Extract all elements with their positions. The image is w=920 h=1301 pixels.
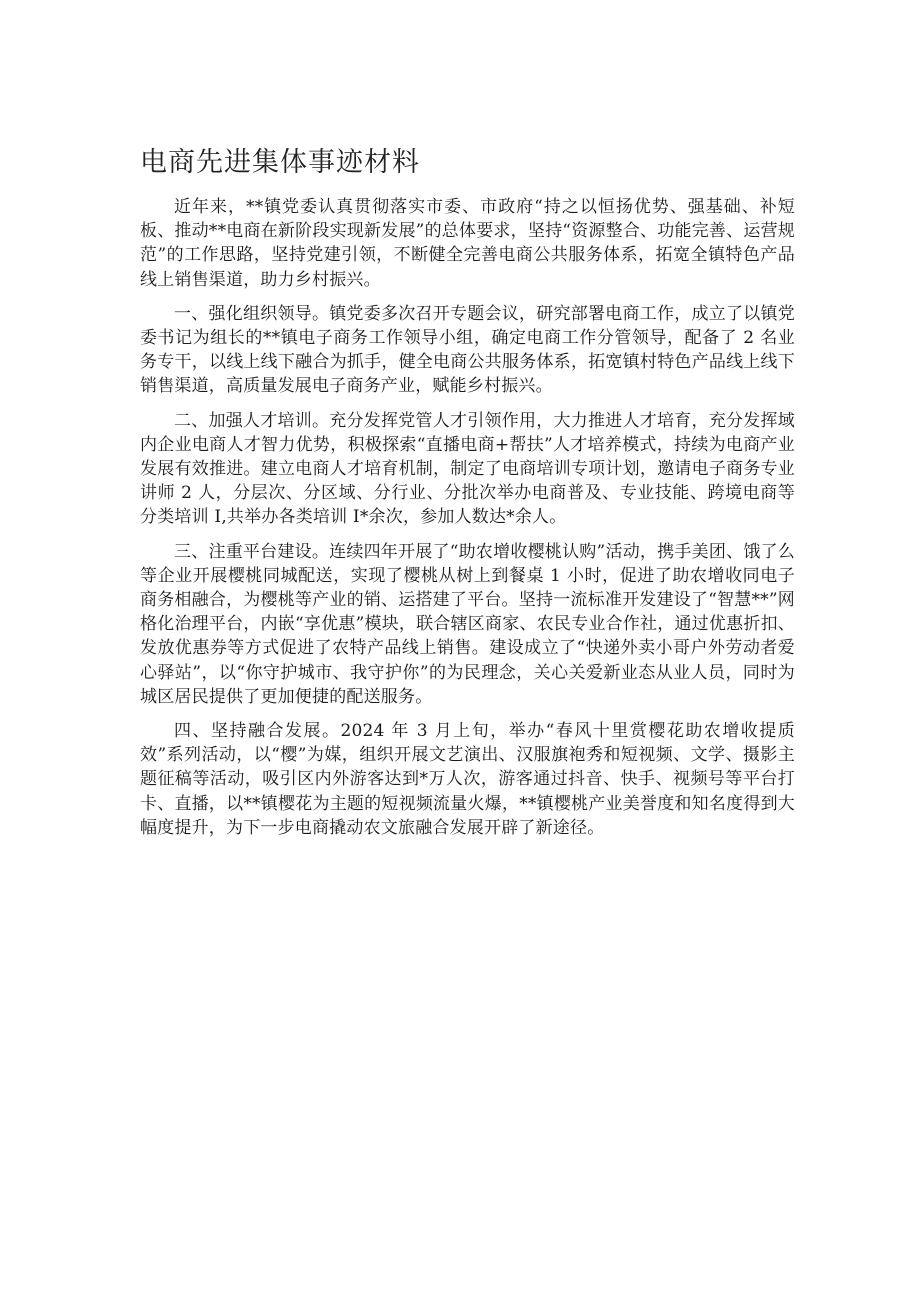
paragraph-platform-building: 三、注重平台建设。连续四年开展了“助农增收樱桃认购”活动，携手美团、饿了么等企业开展樱桃同城配送，实现了樱桃从树上到餐桌 1 小时，促进了助农增收同电子商务相融合，为樱桃等产业的销、运搭建了平台。坚持一流标准开发建设了“智慧**”网格化治理平台，内嵌“享优惠”模块，联合辖区商家、农民专业合作社，通过优惠折扣、发放优惠券等方式促进了农特产品线上销售。建设成立了“快递外卖小哥户外劳动者爱心驿站”，以“你守护城市、我守护你”的为民理念，关心关爱新业态从业人员，同时为城区居民提供了更加便捷的配送服务。	[140, 541, 795, 707]
paragraph-talent-training: 二、加强人才培训。充分发挥党管人才引领作用，大力推进人才培育，充分发挥域内企业电商人才智力优势，积极探索“直播电商+帮扶”人才培养模式，持续为电商产业发展有效推进。建立电商人才培育机制，制定了电商培训专项计划，邀请电子商务专业讲师 2 人，分层次、分区域、分行业、分批次举办电商普及、专业技能、跨境电商等分类培训 I,共举办各类培训 I*余次，参加人数达*余人。	[140, 410, 795, 528]
intro-paragraph: 近年来，**镇党委认真贯彻落实市委、市政府“持之以恒扬优势、强基础、补短板、推动**电商在新阶段实现新发展”的总体要求，坚持“资源整合、功能完善、运营规范”的工作思路，坚持党建引领，不断健全完善电商公共服务体系，拓宽全镇特色产品线上销售渠道，助力乡村振兴。	[140, 197, 795, 290]
document-page	[140, 0, 795, 840]
paragraph-organization-leadership: 一、强化组织领导。镇党委多次召开专题会议，研究部署电商工作，成立了以镇党委书记为组长的**镇电子商务工作领导小组，确定电商工作分管领导，配备了 2 名业务专干，以线上线下融合为抓手，健全电商公共服务体系，拓宽镇村特色产品线上线下销售渠道，高质量发展电子商务产业，赋能乡村振兴。	[140, 303, 795, 397]
paragraph-integrated-development: 四、坚持融合发展。2024 年 3 月上旬，举办“春风十里赏樱花助农增收提质效”系列活动，以“樱”为媒，组织开展文艺演出、汉服旗袍秀和短视频、文学、摄影主题征稿等活动，吸引区内外游客达到*万人次，游客通过抖音、快手、视频号等平台打卡、直播，以**镇樱花为主题的短视频流量火爆，**镇樱桃产业美誉度和知名度得到大幅度提升，为下一步电商撬动农文旅融合发展开辟了新途径。	[140, 721, 795, 838]
document-title: 电商先进集体事迹材料	[140, 147, 420, 178]
